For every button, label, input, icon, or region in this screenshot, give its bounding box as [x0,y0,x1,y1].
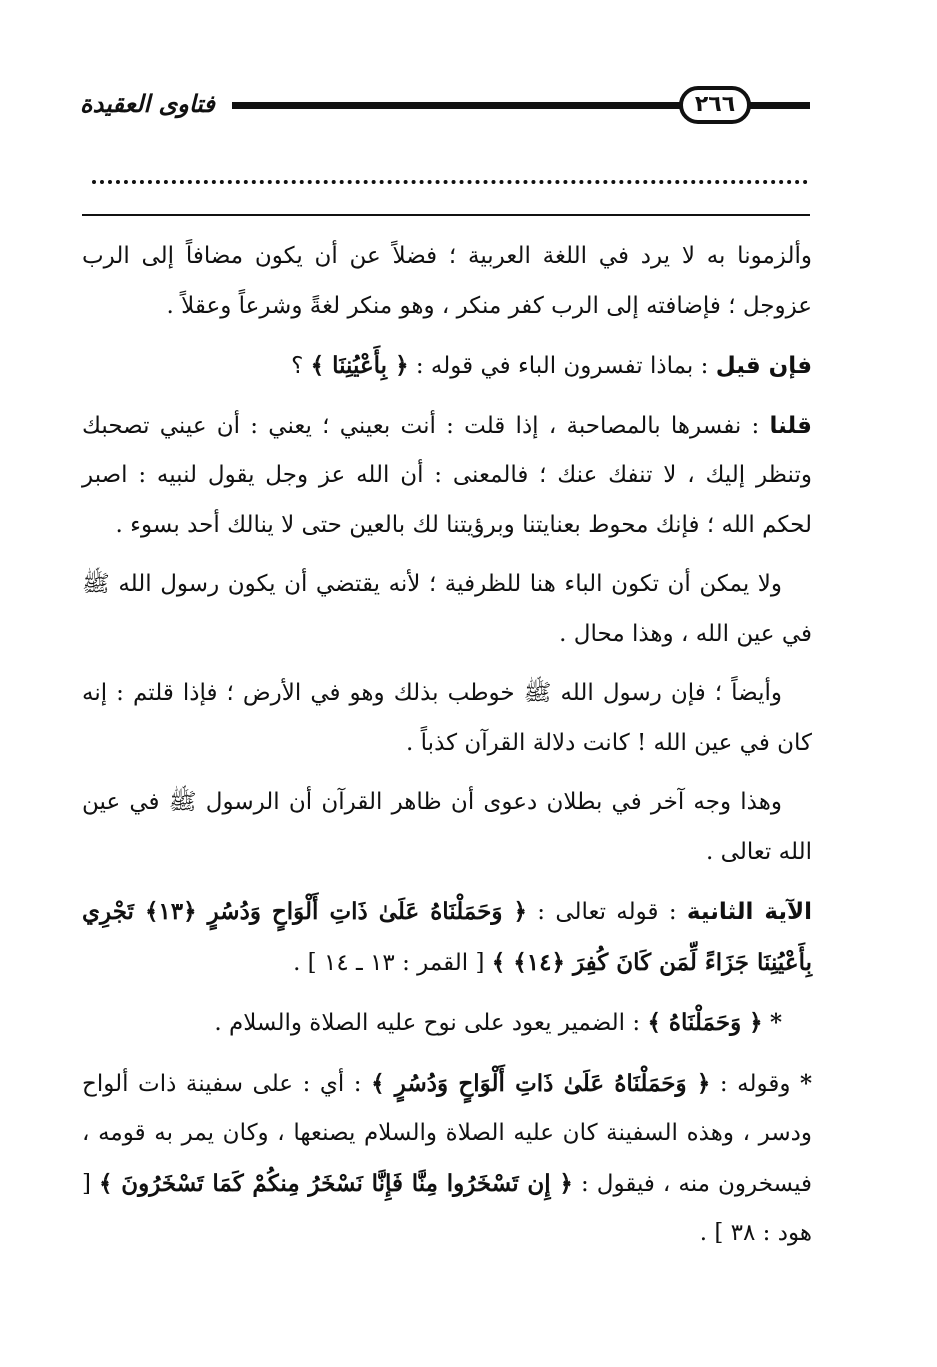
page-number: ٢٦٦ [679,86,751,124]
paragraph-2 [82,341,812,392]
paragraph-7-text: : قوله تعالى : [537,899,677,925]
star-bullet: * [769,1009,782,1036]
quran-quote: ﴿ وَحَمَلْنَاهُ عَلَىٰ ذَاتِ أَلْوَاحٍ وَدُسُرٍ ﴾ [371,1069,711,1097]
page-header [0,0,937,230]
paragraph-2-tail: ؟ [291,353,304,379]
star-bullet: * [800,1069,813,1097]
paragraph-6: وهذا وجه آخر في بطلان دعوى أن ظاهر القرآن أن الرسول ﷺ في عين الله تعالى . [82,789,812,865]
paragraph-2-text: : بماذا تفسرون الباء في قوله : [415,353,709,379]
quran-quote: ﴿ وَحَمَلْنَاهُ ﴾ [647,1009,763,1036]
paragraph-8 [82,998,812,1049]
paragraph-7 [82,887,812,988]
paragraph-9 [82,1059,812,1259]
page-content [82,232,812,1269]
question-lead: فإن قيل [715,353,812,379]
paragraph-1: وألزمونا به لا يرد في اللغة العربية ؛ فضلاً عن أن يكون مضافاً إلى الرب عزوجل ؛ فإضافته إلى الرب كفر منكر ، وهو منكر لغةً وشرعاً وعقلاً . [82,243,812,319]
book-title: فتاوى العقيدة [80,90,215,118]
verse-heading: الآية الثانية [686,899,813,925]
paragraph-8-text: : الضمير يعود على نوح عليه الصلاة والسلام . [214,1010,641,1036]
dotted-divider [92,180,808,184]
paragraph-4: ولا يمكن أن تكون الباء هنا للظرفية ؛ لأنه يقتضي أن يكون رسول الله ﷺ في عين الله ، وهذا محال . [82,571,812,647]
quran-quote: ﴿ بِأَعْيُنِنَا ﴾ [310,352,409,379]
paragraph-5: وأيضاً ؛ فإن رسول الله ﷺ خوطب بذلك وهو في الأرض ؛ فإذا قلتم : إنه كان في عين الله ! كانت دلالة القرآن كذباً . [82,680,812,756]
verse-reference: [ القمر : ١٣ ـ ١٤ ] . [293,949,485,976]
quran-quote-2: ﴿ إِن تَسْخَرُوا مِنَّا فَإِنَّا نَسْخَرُ مِنكُمْ كَمَا تَسْخَرُونَ ﴾ [99,1169,573,1197]
solid-divider [82,214,810,216]
header-rule-left [232,102,682,109]
quran-quote: ﴿ وَحَمَلْنَاهُ عَلَىٰ ذَاتِ أَلْوَاحٍ وَدُسُرٍ ﴿١٣﴾ تَجْرِي بِأَعْيُنِنَا جَزَاءً لِّمَن كَانَ كُفِرَ ﴿١٤﴾ ﴾ [82,898,812,976]
verse-reference: [ هود : ٣٨ ] . [82,1170,812,1246]
paragraph-9-text-2: : أي : على سفينة ذات ألواح ودسر ، وهذه السفينة كان عليه الصلاة والسلام يصنعها ، وكان يمر به قومه ، فيسخرون منه ، فيقول : [82,1070,813,1197]
answer-lead: قلنا [769,412,812,439]
paragraph-3-text: : نفسرها بالمصاحبة ، إذا قلت : أنت بعيني ؛ يعني : أن عيني تصحبك وتنظر إليك ، لا تنفك عنك ؛ فالمعنى : أن الله عز وجل يقول لنبيه : اصبر لحكم الله ؛ فإنك محوط بعنايتنا وبرؤيتنا لك بالعين حتى لا ينالك أحد بسوء . [82,412,812,538]
header-rule-right [748,102,810,109]
paragraph-3 [82,402,812,551]
paragraph-9-text: وقوله : [719,1070,791,1097]
